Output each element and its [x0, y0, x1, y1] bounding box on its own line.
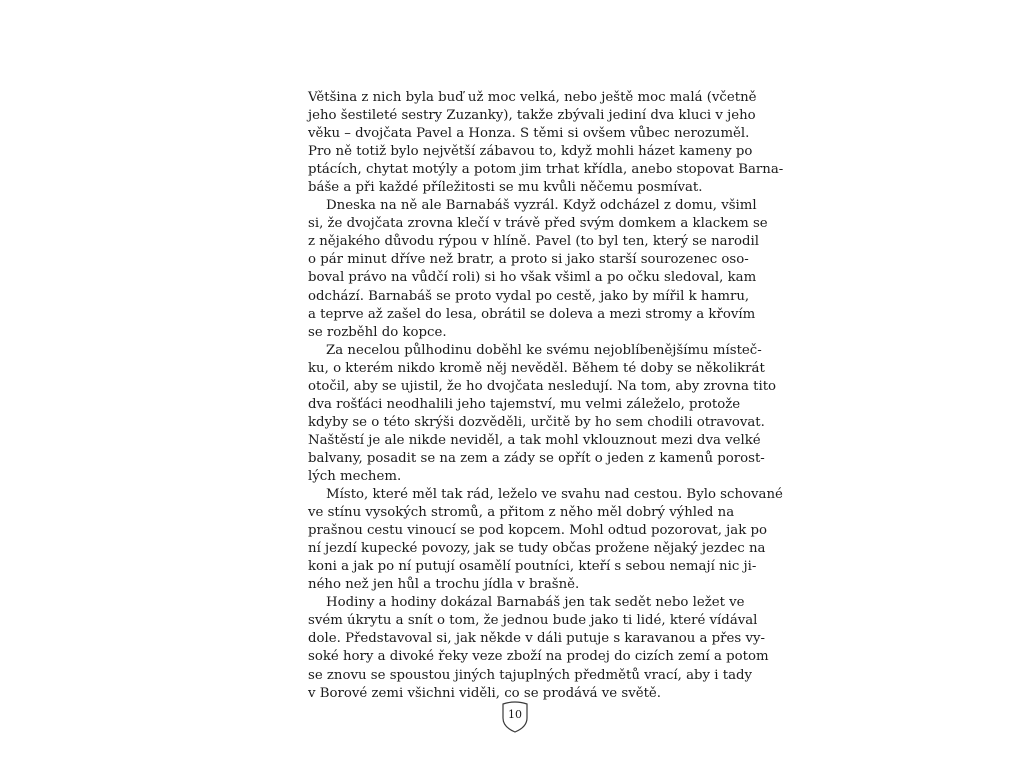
page-number: 10: [508, 708, 522, 721]
text-line: dva rošťáci neodhalili jeho tajemství, mu velmi záleželo, protože: [308, 396, 741, 412]
paragraph-first-line: Hodiny a hodiny dokázal Barnabáš jen tak sedět nebo ležet ve: [326, 595, 745, 611]
paragraph-first-line: Dneska na ně ale Barnabáš vyzrál. Když odcházel z domu, všiml: [326, 198, 757, 214]
text-line: ve stínu vysokých stromů, a přitom z něho měl dobrý výhled na: [308, 505, 735, 521]
text-line: koni a jak po ní putují osamělí poutníci, kteří s sebou nemají nic ji-: [308, 559, 757, 575]
text-line: z nějakého důvodu rýpou v hlíně. Pavel (to byl ten, který se narodil: [308, 234, 759, 250]
text-line: balvany, posadit se na zem a zády se opřít o jeden z kamenů porost-: [308, 450, 765, 466]
text-line: dole. Představoval si, jak někde v dáli putuje s karavanou a přes vy-: [308, 631, 765, 647]
text-line: odchází. Barnabáš se proto vydal po cestě, jako by mířil k hamru,: [308, 288, 750, 304]
text-line: se rozběhl do kopce.: [308, 324, 447, 340]
text-line: věku – dvojčata Pavel a Honza. S těmi si ovšem vůbec nerozuměl.: [308, 126, 750, 142]
text-line: jeho šestileté sestry Zuzanky), takže zbývali jediní dva kluci v jeho: [308, 108, 756, 124]
text-line: v Borové zemi všichni viděli, co se prodává ve světě.: [308, 685, 662, 701]
paragraph-first-line: Místo, které měl tak rád, leželo ve svahu nad cestou. Bylo schované: [326, 487, 783, 503]
text-line: se znovu se spoustou jiných tajuplných předmětů vrací, aby i tady: [308, 667, 753, 683]
text-line: ptácích, chytat motýly a potom jim trhat křídla, anebo stopovat Barna-: [308, 162, 784, 178]
text-line: báše a při každé příležitosti se mu kvůli něčemu posmívat.: [308, 180, 703, 196]
text-line: Naštěstí je ale nikde neviděl, a tak mohl vklouznout mezi dva velké: [308, 432, 761, 448]
text-line: Pro ně totiž bylo největší zábavou to, když mohli házet kameny po: [308, 144, 753, 160]
text-line: otočil, aby se ujistil, že ho dvojčata nesledují. Na tom, aby zrovna tito: [308, 378, 777, 394]
text-line: boval právo na vůdčí roli) si ho však všiml a po očku sledoval, kam: [308, 270, 757, 286]
text-line: svém úkrytu a snít o tom, že jednou bude jako ti lidé, které vídával: [308, 613, 758, 629]
text-line: a teprve až zašel do lesa, obrátil se doleva a mezi stromy a křovím: [308, 306, 756, 322]
text-line: si, že dvojčata zrovna klečí v trávě před svým domkem a klackem se: [308, 216, 768, 232]
body-text: [308, 89, 784, 703]
text-line: prašnou cestu vinoucí se pod kopcem. Mohl odtud pozorovat, jak po: [308, 523, 768, 539]
text-line: lých mechem.: [308, 468, 402, 484]
text-line: ní jezdí kupecké povozy, jak se tudy občas prožene nějaký jezdec na: [308, 541, 766, 557]
text-line: o pár minut dříve než bratr, a proto si jako starší sourozenec oso-: [308, 252, 749, 268]
text-line: kdyby se o této skrýši dozvěděli, určitě by ho sem chodili otravovat.: [308, 414, 765, 430]
text-line: Většina z nich byla buď už moc velká, nebo ještě moc malá (včetně: [308, 90, 757, 105]
paragraph-first-line: Za necelou půlhodinu doběhl ke svému nejoblíbenějšímu místeč-: [326, 342, 762, 358]
text-line: ku, o kterém nikdo kromě něj nevěděl. Během té doby se několikrát: [308, 360, 765, 376]
text-line: ného než jen hůl a trochu jídla v brašně.: [308, 577, 580, 593]
text-line: soké hory a divoké řeky veze zboží na prodej do cizích zemí a potom: [308, 649, 769, 665]
page-number-badge: [500, 700, 530, 734]
